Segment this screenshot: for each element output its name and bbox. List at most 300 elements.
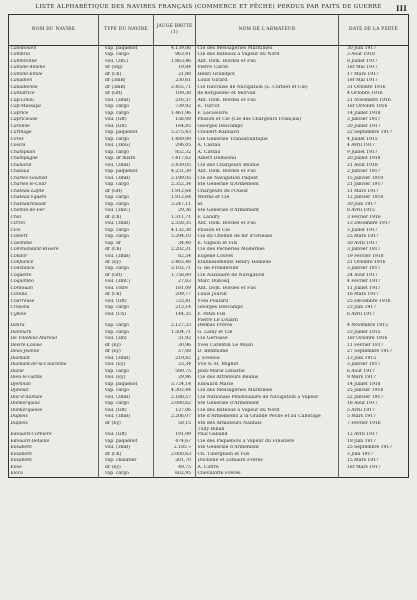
ship-type: voil. (3mB) — [99, 395, 154, 401]
ship-type: voil. (Ey) — [99, 375, 154, 381]
ship-name: Dunkerquoise — [9, 408, 99, 414]
loss-date: 22 Janvier 1917 — [347, 394, 384, 400]
page-title: LISTE ALPHABÉTIQUE DES NAVIRES FRANÇAIS (COMMERCE ET PÊCHE) PERDUS PAR FAITS DE GUERRE — [35, 4, 382, 10]
ship-tonnage: 7.417,62 — [154, 156, 196, 162]
loss-date: 30 Avril 1917 — [347, 240, 378, 246]
ship-owner: Établissements Henry Hamelle — [196, 260, 339, 266]
ship-owner: Sté Générale d'Armement — [196, 182, 339, 188]
loss-date — [339, 471, 409, 478]
ship-owner: Ant. Dom. Bordes et Fils — [196, 59, 339, 65]
loss-date: 31 Octobre 1916 — [347, 84, 386, 90]
loss-date: 23 Juin 1917 — [347, 305, 377, 311]
ship-name: Édouard-Corbière — [9, 432, 99, 438]
ship-name: Cap-Lihou — [9, 98, 99, 104]
ship-name: Carthage — [9, 130, 99, 136]
ship-tonnage: 3.724,14 — [154, 382, 196, 388]
ship-tonnage: 1.489,99 — [154, 137, 196, 143]
ship-name: Diamant-de-la-Couronne — [9, 362, 99, 368]
ship-tonnage: 27,63 — [154, 279, 196, 285]
loss-date: 4 Octobre 1916 — [347, 91, 383, 97]
ship-type: vap. cargo — [99, 323, 154, 329]
ship-type: dr (3mB) — [99, 85, 154, 91]
loss-date: 24 Août 1917 — [347, 272, 378, 278]
ship-tonnage: 191,99 — [154, 432, 196, 438]
ship-name: Charles-le-Cour — [9, 182, 99, 188]
ship-owner: Chevillotte Frères — [196, 471, 339, 478]
ship-tonnage: 57,08 — [154, 349, 196, 355]
ship-tonnage: 963,41 — [154, 52, 196, 58]
ship-type: dr (Gft) — [99, 273, 154, 279]
ship-owner: J. Evenou — [196, 356, 339, 362]
ship-tonnage: 127,06 — [154, 408, 196, 414]
ship-name: Dieu-le-Garde — [9, 375, 99, 381]
col-header-owner: NOM DE L'ARMATEUR — [196, 15, 339, 46]
ship-owner: Vve A.-H. Mignot — [196, 362, 339, 368]
ship-tonnage: 739,92 — [154, 104, 196, 110]
ship-owner: Cie des Chargeurs Réunis — [196, 163, 339, 169]
ship-tonnage: 34,40 — [154, 241, 196, 247]
loss-date: 3 Janvier 1917 — [347, 266, 381, 272]
ship-name: Camille-Amélie — [9, 65, 99, 71]
ship-tonnage: 2.202,31 — [154, 247, 196, 253]
loss-date: 15 Mars 1917 — [347, 458, 379, 464]
ship-name: Diane — [9, 369, 99, 375]
ship-tonnage: 2.465,48 — [154, 260, 196, 266]
ship-owner: Plisson et Cie (Cie des Chargeurs Français) — [196, 117, 339, 123]
ship-tonnage: 58,15 — [154, 421, 196, 427]
ship-owner: Cie des Bateaux à Vapeur du Nord — [196, 52, 339, 58]
ship-name: Champlain — [9, 150, 99, 156]
loss-date: 16 Mars 1917 — [347, 292, 379, 298]
ship-tonnage: 3.102,71 — [154, 266, 196, 272]
col-header-type: TYPE DU NAVIRE — [99, 15, 154, 46]
ship-owner: A. Coffre — [196, 465, 339, 471]
ship-name: Élise — [9, 465, 99, 471]
loss-date: 2 Janvier 1917 — [347, 169, 381, 175]
ship-tonnage: 2.185 » — [154, 445, 196, 451]
loss-date: 9 Mars 1917 — [347, 375, 376, 381]
ship-owner: Sté Générale d'Armement — [196, 445, 339, 451]
ship-name: Danmark — [9, 330, 99, 336]
ship-tonnage: 4.231,39 — [154, 169, 196, 175]
ship-owner: Marc Dubosq — [196, 279, 339, 285]
ship-type: vap. cargo — [99, 369, 154, 375]
ship-type: dr (Gft) — [99, 189, 154, 195]
ship-owner: A. Castau — [196, 143, 339, 149]
loss-date: 6 Avril 1917 — [347, 311, 375, 317]
ship-tonnage: 1.504,71 — [154, 330, 196, 336]
ship-type: vap. cargo — [99, 388, 154, 394]
ship-name: Césira — [9, 143, 99, 149]
ships-table — [8, 14, 409, 478]
ship-owner: Pierre Le Louarn — [196, 318, 339, 323]
ship-name: Cordouan — [9, 286, 99, 292]
ship-name: Dupleix — [9, 421, 99, 427]
ship-type: vap. chalutier — [99, 458, 154, 464]
ship-tonnage: 2.127,33 — [154, 323, 196, 329]
ship-name: Cérès — [9, 137, 99, 143]
ship-owner: Louis Girard — [196, 78, 339, 84]
ship-type: vap. cargo — [99, 228, 154, 234]
ship-type: voil. (3mB) — [99, 445, 154, 451]
ship-tonnage: 723,41 — [154, 299, 196, 305]
loss-date: 11 Juillet 1917 — [347, 285, 381, 291]
loss-date: 1er Octobre 1916 — [347, 336, 388, 342]
ship-type: voil. (Ch) — [99, 312, 154, 318]
ship-type: voil. (3mC) — [99, 279, 154, 285]
ship-type: vap. cargo — [99, 266, 154, 272]
ship-name: Diamant — [9, 356, 99, 362]
ship-name: Cantatrice — [9, 91, 99, 97]
ship-type: vap. cargo — [99, 104, 154, 110]
ship-type: vap. paquebot — [99, 439, 154, 445]
loss-date: 8 Avril 1915 — [347, 208, 375, 214]
ship-tonnage: 4.302,44 — [154, 388, 196, 394]
ship-type: vap. cargo — [99, 137, 154, 143]
ship-name: Camille-Émile — [9, 72, 99, 78]
ship-owner: Ant. Dom. Bordes et Fils — [196, 221, 339, 227]
ship-name: Commandant-Rivière — [9, 247, 99, 253]
ship-owner: Georges Descamps — [196, 305, 339, 311]
ship-type: dr (3mB) — [99, 78, 154, 84]
ship-tonnage: 3.247,11 — [154, 202, 196, 208]
ship-tonnage: 602,95 — [154, 471, 196, 478]
ship-owner: Cie des Pêcheries Modernes — [196, 247, 339, 253]
ship-name: Cybèle — [9, 312, 99, 318]
ship-type: vap. cargo — [99, 471, 154, 478]
ship-name: Coquette — [9, 273, 99, 279]
ship-tonnage: 209,77 — [154, 292, 196, 298]
ship-type: voil. (Ey) — [99, 362, 154, 368]
ship-name: Cap-Massaya — [9, 104, 99, 110]
ship-name: Coquimbo — [9, 279, 99, 285]
ship-tonnage: 2.352,34 — [154, 182, 196, 188]
ship-owner: Sté d'Armements à la Grande Pêche et au Cabotage — [196, 414, 339, 420]
ship-owner: Louis Jouvin — [196, 292, 339, 298]
ship-type: dr (Ch) — [99, 72, 154, 78]
ship-owner: Cie des Messageries Maritimes — [196, 46, 339, 53]
ship-owner: Yves Poulard — [196, 299, 339, 305]
loss-date: 12 Janvier 1918 — [347, 195, 384, 201]
ship-tonnage: 213,14 — [154, 305, 196, 311]
ship-type: vap. cargo — [99, 202, 154, 208]
ship-owner: Paul Galland — [196, 432, 339, 438]
loss-date: 1er Mars 1917 — [347, 464, 381, 470]
ship-tonnage: 1.863,46 — [154, 59, 196, 65]
ship-owner: Henri Grandpot — [196, 72, 339, 78]
ship-tonnage: 2.199,05 — [154, 176, 196, 182]
ship-tonnage: 144,35 — [154, 312, 196, 318]
ship-name: Élisabeth — [9, 445, 99, 451]
ship-name: Cambrai — [9, 52, 99, 58]
ship-type: voil. (Gft) — [99, 432, 154, 438]
ship-type: vap. paquebot — [99, 382, 154, 388]
ship-tonnage: 82,54 — [154, 254, 196, 260]
loss-date: 4 Février 1917 — [347, 279, 381, 285]
ship-name: Calédonien — [9, 46, 99, 53]
ship-type: voil. (3mB) — [99, 356, 154, 362]
ship-owner: Cie du Chemin de fer d'Orléans — [196, 234, 339, 240]
table-body — [9, 46, 409, 478]
ship-owner: Jean-Marie Lebarbe — [196, 369, 339, 375]
ship-name: Dunkerquois — [9, 401, 99, 407]
loss-date: 15 Janvier 1919 — [347, 175, 384, 181]
loss-date: 6 Août 1917 — [347, 368, 375, 374]
ship-owner: Plisson et Cie — [196, 228, 339, 234]
ship-owner: Georges Descamps — [196, 124, 339, 130]
ship-tonnage: 2.000,63 — [154, 452, 196, 458]
ship-tonnage: 19,84 — [154, 65, 196, 71]
ship-tonnage: 2.439,05 — [154, 163, 196, 169]
ship-type: dr (Ey) — [99, 343, 154, 349]
page-header — [8, 4, 409, 14]
ship-type: voil. (3mB) — [99, 98, 154, 104]
ship-type: dr (Ch) — [99, 215, 154, 221]
ship-name: Château-Yquem — [9, 195, 99, 201]
ship-owner: Delmas Frères — [196, 323, 339, 329]
ship-tonnage: 1.758,89 — [154, 273, 196, 279]
ship-tonnage: 156,09 — [154, 117, 196, 123]
ship-owner: Cie des Messageries Maritimes — [196, 388, 339, 394]
ship-name: Chili — [9, 215, 99, 221]
ship-tonnage: 2.188,57 — [154, 395, 196, 401]
ship-type: vap. cargo — [99, 401, 154, 407]
ship-name: Élora — [9, 471, 99, 478]
ship-owner: Sté des Armateurs Nantais — [196, 421, 339, 427]
ship-name: Crosona — [9, 305, 99, 311]
ship-owner: E. Gignon et Fils — [196, 241, 339, 247]
page-number: III — [396, 4, 407, 13]
loss-date: 3 Janvier 1917 — [347, 362, 381, 368]
loss-date: 9 Juillet 1917 — [347, 149, 378, 155]
loss-date: 19 Février 1918 — [347, 253, 384, 259]
loss-date: 22 Septembre 1917 — [347, 130, 393, 136]
loss-date: 3 Janvier 1917 — [347, 117, 381, 123]
ship-type: vap. cargo — [99, 330, 154, 336]
table-row — [9, 471, 409, 478]
loss-date: 20 Juillet 1918 — [347, 156, 381, 162]
ship-type: voil. (3mG) — [99, 143, 154, 149]
table-header-row — [9, 15, 409, 46]
loss-date: 3 Janvier 1917 — [347, 247, 381, 253]
loss-date: 13 Juin 1915 — [347, 355, 377, 361]
ship-owner: G. de Frondeville — [196, 266, 339, 272]
loss-date: 12 Avril 1917 — [347, 432, 378, 438]
ship-name: Caprice — [9, 111, 99, 117]
ship-type: voil. (3mB) — [99, 163, 154, 169]
loss-date: 19 Juin 1917 — [347, 438, 377, 444]
loss-date: 25 Janvier 1918 — [347, 388, 384, 394]
ship-owner: F. Lecoeuvre — [196, 111, 339, 117]
ship-name: Cicé — [9, 228, 99, 234]
ship-name: Charles-Gounod — [9, 176, 99, 182]
ship-owner: F. Landry — [196, 215, 339, 221]
ship-tonnage: 23,34 — [154, 362, 196, 368]
ship-owner: Cie Nationale Péninsulaire de Navigation à Vapeur — [196, 395, 339, 401]
loss-date: 18 Août 1917 — [347, 401, 378, 407]
ship-name: Corelia — [9, 292, 99, 298]
ship-name: Deux-Jeanne — [9, 349, 99, 355]
loss-date: 11 Février 1917 — [347, 342, 384, 348]
ship-tonnage: 474,67 — [154, 439, 196, 445]
ship-owner: D. Benthome — [196, 349, 339, 355]
ship-tonnage: 2.358,35 — [154, 221, 196, 227]
ship-name: Confiance — [9, 260, 99, 266]
ship-tonnage: 4.132,38 — [154, 228, 196, 234]
ship-tonnage: 2.206,07 — [154, 414, 196, 420]
ship-name: Chaouia — [9, 169, 99, 175]
ship-name: Canadienne — [9, 85, 99, 91]
loss-date: 1er Mai 1917 — [347, 65, 378, 71]
ship-type: voil. (3mC) — [99, 208, 154, 214]
ship-owner: Pierre Caron — [196, 65, 339, 71]
ship-type: dr (Ch) — [99, 247, 154, 253]
ship-name: Capricieuse — [9, 117, 99, 123]
ship-owner: Ant. Dom. Bordes et Fils — [196, 98, 339, 104]
ship-owner: id. — [196, 202, 339, 208]
ship-owner: Cie des Affréteurs Réunis — [196, 375, 339, 381]
ship-tonnage: 49,75 — [154, 465, 196, 471]
loss-date: 14 Juillet 1918 — [347, 381, 381, 387]
loss-date: 25 Septembre 1917 — [347, 445, 393, 451]
ship-type: voil. (Gft) — [99, 124, 154, 130]
ship-type: voil. (3mB) — [99, 221, 154, 227]
ship-name: Édouard-Detaille — [9, 439, 99, 445]
ship-owner: Cie Havraise de Navigation (L. Corblet et Cie) — [196, 85, 339, 91]
ship-owner: Chobert-Railliard — [196, 130, 339, 136]
ship-tonnage: 164,85 — [154, 124, 196, 130]
ship-tonnage: 230,61 — [154, 78, 196, 84]
ship-type: dr (Ey) — [99, 349, 154, 355]
ship-name: Dupleix — [9, 414, 99, 420]
ship-type: vap. cargo — [99, 150, 154, 156]
ship-owner: Ant. Dom. Bordes et Fils — [196, 169, 339, 175]
loss-date: 23 Juillet 1915 — [347, 329, 381, 335]
ship-owner: Cie de Navigation Paquet — [196, 176, 339, 182]
ship-name: Citron — [9, 221, 99, 227]
loss-date: 21 Août 1918 — [347, 162, 378, 168]
ship-name: Château-Lafite — [9, 189, 99, 195]
ship-tonnage: 219,82 — [154, 356, 196, 362]
ship-type: voil. cotre — [99, 286, 154, 292]
loss-date: 7 Février 1916 — [347, 420, 381, 426]
ship-type: voil. (3mB) — [99, 176, 154, 182]
ship-owner: Cie des Paquebots à Vapeur du Finistère — [196, 439, 339, 445]
ship-type: vap. paquebot — [99, 46, 154, 53]
ship-tonnage: 5.275,43 — [154, 130, 196, 136]
ship-tonnage: 1.912,64 — [154, 189, 196, 195]
ship-type: dr (Gft) — [99, 91, 154, 97]
ship-tonnage: 1.461,96 — [154, 111, 196, 117]
ship-owner: Ch. Tiberghien et Fils — [196, 452, 339, 458]
loss-date: 8 Juillet 1917 — [347, 58, 378, 64]
ship-type: vap. paquebot — [99, 169, 154, 175]
loss-date: 17 Mars 1917 — [347, 71, 379, 77]
ship-name: Cambronne — [9, 59, 99, 65]
loss-date: 3 Juin 1917 — [347, 451, 374, 457]
ship-name: Djibouti — [9, 388, 99, 394]
ship-tonnage: 181,09 — [154, 286, 196, 292]
ship-type: vap. dr — [99, 241, 154, 247]
ship-type: voil. (3mB) — [99, 414, 154, 420]
ship-owner: Cie Gervaise — [196, 336, 339, 342]
ship-owner: E. Turcot — [196, 104, 339, 110]
ship-name: Colbert — [9, 234, 99, 240]
ship-type: dr (Ey) — [99, 421, 154, 427]
ship-name: Châteaurenault — [9, 202, 99, 208]
ship-type: voil. (3m) — [99, 336, 154, 342]
ship-owner: Cie Générale Transatlantique — [196, 137, 339, 143]
ship-type: dr (Ch) — [99, 452, 154, 458]
ship-owner: F. Petin Fils — [196, 312, 339, 318]
loss-date: 5 Mars 1917 — [347, 414, 376, 420]
ship-name: Condor — [9, 254, 99, 260]
ship-type: vap. cargo — [99, 52, 154, 58]
loss-date: 25 Mars 1917 — [347, 234, 379, 240]
ship-tonnage: 216,37 — [154, 98, 196, 104]
loss-date: 13 Décembre 1917 — [347, 221, 391, 227]
loss-date: 25 Décembre 1916 — [347, 298, 391, 304]
ship-tonnage: 30,96 — [154, 343, 196, 349]
loss-date: 3 Août 1918 — [347, 52, 375, 58]
ship-owner: Ant. Dom. Bordes et Fils — [196, 286, 339, 292]
loss-date: 20 Juillet 1917 — [347, 123, 381, 129]
ship-name: Élisabeth — [9, 458, 99, 464]
ship-type: voil. (Gft) — [99, 117, 154, 123]
loss-date: 30 Juin 1917 — [347, 46, 377, 51]
loss-date: 4 Juillet 1915 — [347, 136, 378, 142]
ship-tonnage: 1.311,71 — [154, 215, 196, 221]
ship-type: vap. paquebot — [99, 130, 154, 136]
ship-tonnage: 201,70 — [154, 458, 196, 464]
ship-owner: Chargeurs de l'Ouest — [196, 189, 339, 195]
ship-tonnage: 589,75 — [154, 369, 196, 375]
ship-name: Champagne — [9, 156, 99, 162]
ship-tonnage: 31,92 — [154, 336, 196, 342]
ship-type: voil. (Gft) — [99, 299, 154, 305]
ship-owner: Duchêne et Lemaire Frères — [196, 458, 339, 464]
ship-name: Chanaral — [9, 163, 99, 169]
ship-type: dr (Sfg) — [99, 65, 154, 71]
ship-tonnage: 2.080,62 — [154, 401, 196, 407]
ship-name: De Villebois-Mareuil — [9, 336, 99, 342]
ship-tonnage: 1.912,64 — [154, 195, 196, 201]
col-header-date: DATE DE LA PERTE — [339, 15, 409, 46]
ship-tonnage: 29,96 — [154, 375, 196, 381]
col-header-name: NOM DU NAVIRE — [9, 15, 99, 46]
loss-date: 14 Juillet 1918 — [347, 110, 381, 116]
ship-owner: Édouard Marie — [196, 382, 339, 388]
ship-type: voil. (3mB) — [99, 254, 154, 260]
ship-type: dr (Ch) — [99, 292, 154, 298]
loss-date: 21 Octobre 1916 — [347, 259, 386, 265]
ship-owner: Eugène Louvet — [196, 254, 339, 260]
ship-tonnage: 2.455,71 — [154, 85, 196, 91]
ship-owner: Sté Générale d'Armement — [196, 401, 339, 407]
ship-owner: Yves Corentin Le Moan — [196, 343, 339, 349]
ship-tonnage: 4.139,06 — [154, 46, 196, 53]
ship-owner: G. Lamy et Cie — [196, 330, 339, 336]
loss-date: 4 Avril 1917 — [347, 143, 375, 149]
ship-name: Désiré-Louise — [9, 343, 99, 349]
ship-owner: Albert Dumesnil — [196, 156, 339, 162]
ship-owner: Tudy Bihan — [196, 427, 339, 432]
loss-date: 21 Novembre 1916 — [347, 97, 391, 103]
ship-tonnage: 21,88 — [154, 72, 196, 78]
loss-date: 5 Juillet 1917 — [347, 227, 378, 233]
ship-owner: A. Castau — [196, 150, 339, 156]
loss-date: 27 Septembre 1917 — [347, 349, 393, 355]
